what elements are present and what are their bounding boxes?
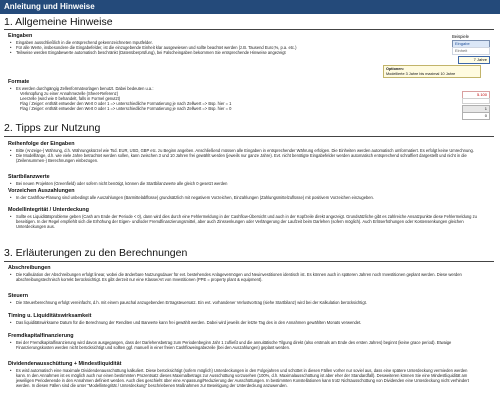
examples-label: Beispiele — [452, 34, 469, 39]
fremdkapital-list — [8, 340, 478, 350]
reihenfolge-list — [8, 148, 478, 163]
section-divider — [4, 136, 494, 137]
sample-reference-cell: 5.100 — [462, 91, 490, 99]
heading-eingaben: Eingaben — [8, 33, 33, 39]
note-text: Modellierte 3 Jahre bis maximal 10 Jahre — [386, 71, 456, 76]
comment-note — [383, 65, 481, 78]
formate-list — [8, 86, 438, 111]
abschreibungen-list — [8, 272, 478, 282]
steuern-list — [8, 300, 478, 305]
list-item: • Die Kalkulation der Abschreibungen erfolgt linear, wobei die änderbare Nutzungsdauer für evt. bestehendes Anlagevermögen und Neuinvestitionen identisch ist. Es können auch in späteren Jahren noch Investitionen geplant werden. Diese werden abschreibungstechnisch korrekt berücksichtigt. Es gibt derzeit nur eine Klasse/Art von Investitionen (PPE = property plant & equipment). — [8, 272, 478, 282]
heading-reihenfolge: Reihenfolge der Eingaben — [8, 141, 75, 147]
heading-dividenden: Dividendenausschüttung + Mindestliquidität — [8, 361, 122, 367]
list-item: • In der Cashflow-Planung sind unbedingt alle Auszahlungen (Barmittelabflüsse) grundsätzlich mit negativem Vorzeichen, Einzahlungen (Zahlungsmittelzuflüsse) mit positivem Vorzeichen einzugeben. — [8, 195, 478, 200]
vorzeichen-list — [8, 195, 478, 200]
list-item: • Es wird automatisch eine maximale Dividendenausschüttung kalkuliert. Diese berücksichtigt (sofern möglich) Unterdeckungen in den Folgejahren und schüttet in diesen Fällen vorher nur soviel aus, dass eine spätere Unterdeckung vermieden werden kann. In den Annahmen ist es möglich auch nur einen bestimmten Prozentsatz dieses Maximalbetrags zur Ausschüttung vorzusehen (100%, d.h. Maximalausschüttung ist aber eher der Standardfall). Desweiteren können Sie eine Mindestliquidität am jeweiligen Periodenende in den Annahmen definiert werden. Auch dies geschieht über eine Anpassung/Reduzierung der Ausschüttungen. In bestimmten Konstellationen kann trotz Nichtausschüttung von Dividenden eine Unterdeckung nicht verhindert werden. In diesen Fällen sind die unter "Modellintegrität / Unterdeckung" beschriebenen Maßnahmen zur Beseitigung der Unterdeckung anzuwenden. — [8, 368, 478, 388]
modell-list — [8, 214, 478, 229]
eingaben-list — [8, 40, 438, 55]
heading-modellintegritaet: Modellintegrität / Unterdeckung — [8, 207, 89, 213]
list-item: • Die Steuerberechnung erfolgt vereinfacht, d.h. mit einem pauschal anzugebenden Ertragsteuersatz. Ein evt. vorhandener Verlustvortrag (siehe Startbilanz) wird bei der Kalkulation berücksichtigt. — [8, 300, 478, 305]
heading-abschreibungen: Abschreibungen — [8, 265, 51, 271]
section-heading-tips: 2. Tipps zur Nutzung — [4, 122, 101, 134]
example-unit-cell: Einheit — [452, 47, 490, 55]
heading-formate: Formate — [8, 79, 30, 85]
note-title: Optionen: — [386, 67, 404, 71]
list-item: • Die Modelllänge, d.h. wie viele Jahre betrachtet werden sollen, kann zwischen 3 und 10 Jahren frei gewählt werden (jeweils nur ganze Jahre). Evt. nicht benötigte Eingabefelder werden automatisch entsprechend schraffiert dargestellt und nicht in die (Zeilensummen-) Berechnungen einbezogen. — [8, 153, 478, 163]
list-item: • Eingaben ausschließlich in die entsprechend gekennzeichneten Inputfelder. — [8, 40, 438, 45]
example-input-cell: Eingabe — [452, 40, 490, 48]
startbilanz-list — [8, 181, 478, 186]
format-line: Flag / Zeiger: enthält entweder den Wert 0 oder 1 => unterschiedliche Formatierung je nach Zellwert => Bsp. hier = 1 — [20, 101, 232, 106]
sample-flag-0-cell: 0 — [462, 112, 490, 120]
list-item: • Bei neuen Projekten (Greenfield) oder sofern nicht benötigt, können die Startbilanzwerte alle gleich 0 gesetzt werden — [8, 181, 478, 186]
list-item: • Es werden durchgängig Zellenformatvorlagen benutzt. Dabei bedeuten u.a.: — [8, 86, 438, 91]
list-item: • Das liquiditätswirksame Datum für die Berechnung der Renditen und Barwerte kann frei gewählt werden. Dabei wird jeweils der letzte Tag des in den Annahmen gewählten Monats verwendet. — [8, 320, 478, 325]
format-line: Verknüpfung zu einer Annahmezelle (Sheet-Referenz) — [20, 91, 119, 96]
heading-steuern: Steuern — [8, 293, 29, 299]
list-item: • Bitte (Anzeige-) Währung, d.h. Währungskürzel wie Tsd. EUR, USD, GBP etc. zu Beginn angeben. Anschließend müssen alle Eingaben in entsprechender Währung erfolgen. Die Einheiten werden automatisch umformatiert. Es erfolgt keine Umrechnung. — [8, 148, 478, 153]
page-title: Anleitung und Hinweise — [0, 0, 500, 14]
example-value-cell: 7 Jahre — [458, 56, 490, 64]
section-divider — [4, 29, 494, 30]
section-heading-calc: 3. Erläuterungen zu den Berechnungen — [4, 247, 188, 259]
section-heading-general: 1. Allgemeine Hinweise — [4, 16, 113, 28]
sample-flag-1-cell: 1 — [462, 105, 490, 113]
heading-vorzeichen: Vorzeichen Auszahlungen — [8, 188, 75, 194]
list-item: • Für alle Werte, insbesondere die Eingabefelder, ist die einzugebende Einheit klar ausgewiesen und sollte beachtet werden (z.B. Tausend Euro;%, p.a. etc.) — [8, 45, 438, 50]
heading-startbilanz: Startbilanzwerte — [8, 174, 50, 180]
list-item: • Sollte es Liquiditätsprobleme geben (Cash am Ende der Periode < 0), dann wird dies durch eine Fehlermeldung in der Cashflow-Übersicht und auch in der Kopfzeile direkt angezeigt. Grundsätzliche gibt es zahlreiche Ansatzpunkte diese Fehlermeldung zu beseitigen. In der Regel empfiehlt sich die Erhöhung der Eigen- und/oder Fremdfinanzierungsmittel, aber auch Zinssenkungen oder Verlängerung der Laufzeit beim Darlehen (sofern möglich). Auch Erlöserhöhungen oder Kostensenkungen gleichen Unterdeckungen aus. — [8, 214, 478, 229]
list-item: • Teilweise werden Eingabewerte automatisch beschränkt (Datenüberprüfung), bei Falscheingaben bekommen Sie entsprechende Hinweise angezeigt — [8, 50, 438, 55]
section-divider — [4, 261, 494, 262]
heading-fremdkapital: Fremdkapitalfinanzierung — [8, 333, 74, 339]
format-line: Leerzelle (wird wie 0 behandelt, falls in Formel genutzt) — [20, 96, 121, 101]
list-item: • Bei der Fremdkapitalfinanzierung wird davon ausgegangen, dass der Darlehensbetrag zum Periodenbeginn Jahr 1 zufließt und die annuitätische Tilgung direkt (also erstmals am Ende des ersten Jahres) beginnt (keine grace period). Etwaige Finanzierungskosten werden nicht berücksichtigt und sollten ggf. manuell in einer freien Cashfloweingabezeile (bei den Auszahlungen) geplant werden. — [8, 340, 478, 350]
dividenden-list — [8, 368, 478, 388]
heading-timing: Timing u. Liquiditätswirksamkeit — [8, 313, 92, 319]
timing-list — [8, 320, 478, 325]
format-line: Flag / Zeiger: enthält entweder den Wert 0 oder 1 => unterschiedliche Formatierung je nach Zellwert => Bsp. hier = 0 — [20, 106, 232, 111]
sample-empty-cell — [462, 98, 490, 104]
